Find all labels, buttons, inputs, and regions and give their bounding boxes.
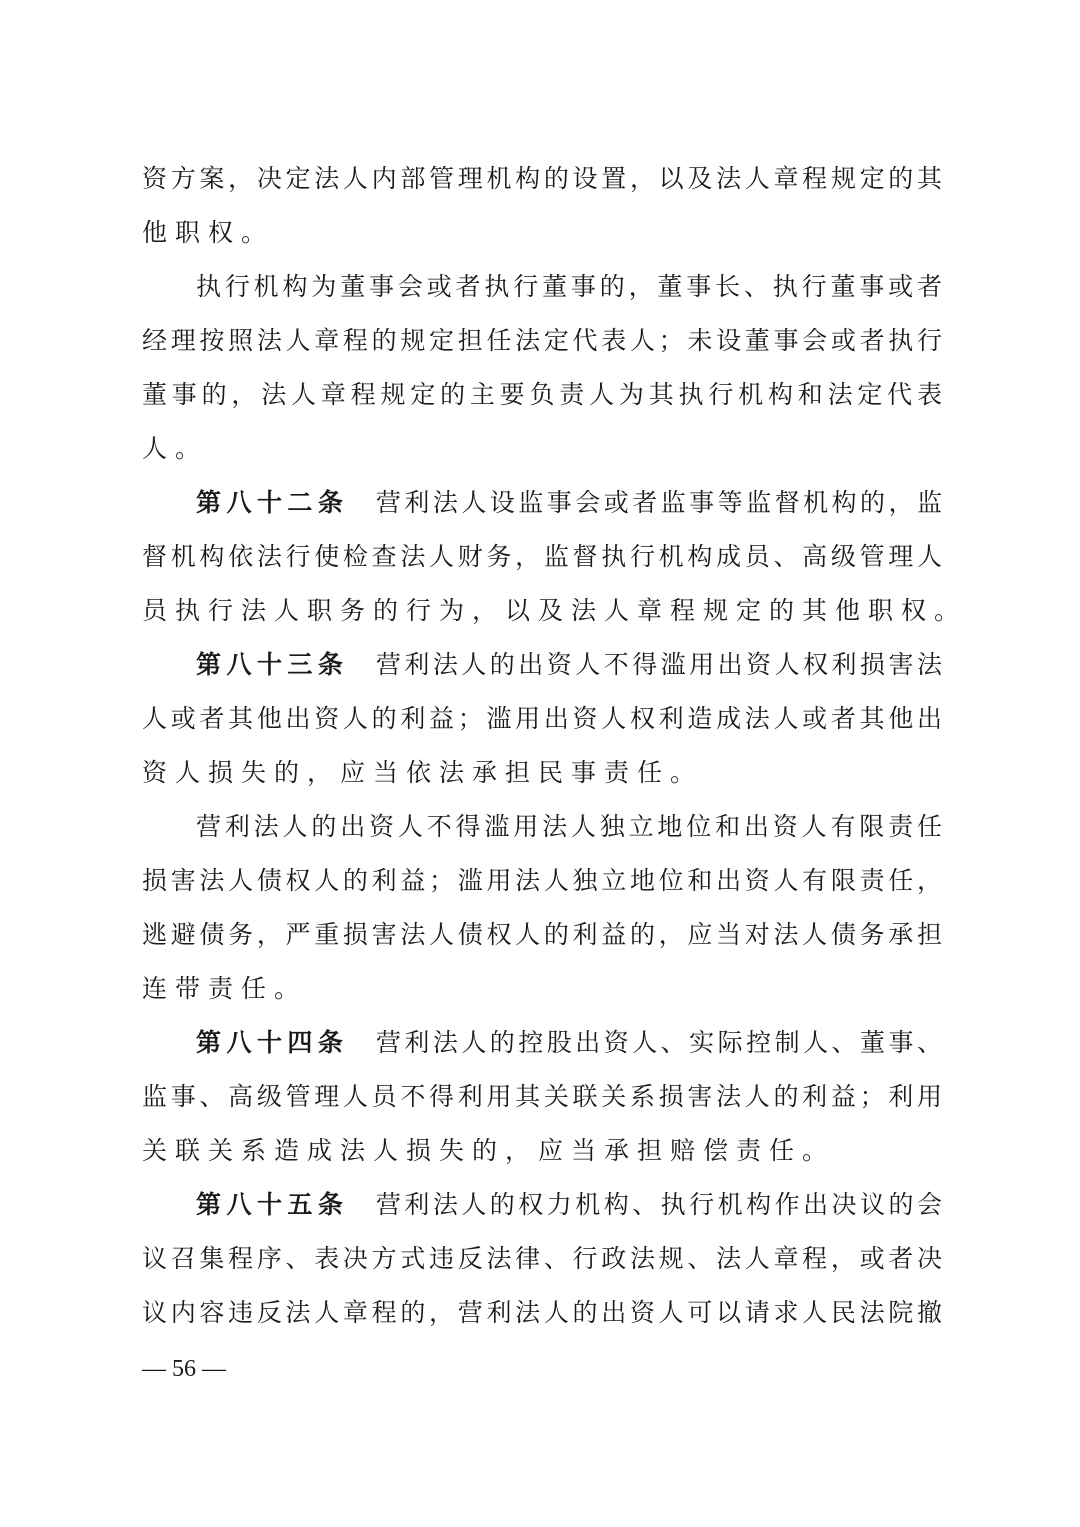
text-line: 资方案，决定法人内部管理机构的设置，以及法人章程规定的其 xyxy=(142,164,942,193)
article-text: 营利法人设监事会或者监事等监督机构的，监 xyxy=(372,488,942,517)
article-82-line xyxy=(142,476,942,530)
article-heading: 第八十二条 xyxy=(196,488,349,517)
text-line: 人。 xyxy=(142,434,209,463)
text-line: 议召集程序、表决方式违反法律、行政法规、法人章程，或者决 xyxy=(142,1244,942,1273)
article-text: 营利法人的控股出资人、实际控制人、董事、 xyxy=(372,1028,942,1057)
text-line: 监事、高级管理人员不得利用其关联关系损害法人的利益；利用 xyxy=(142,1082,942,1111)
text-line: 董事的，法人章程规定的主要负责人为其执行机构和法定代表 xyxy=(142,380,942,409)
text-line: 督机构依法行使检查法人财务，监督执行机构成员、高级管理人 xyxy=(142,542,942,571)
article-85-line xyxy=(142,1178,942,1232)
text-line: 逃避债务，严重损害法人债权人的利益的，应当对法人债务承担 xyxy=(142,920,942,949)
text-line: 资人损失的，应当依法承担民事责任。 xyxy=(142,758,704,787)
article-83-line xyxy=(142,638,942,692)
article-84-line xyxy=(142,1016,942,1070)
article-text: 营利法人的出资人不得滥用出资人权利损害法 xyxy=(372,650,942,679)
text-line: 员执行法人职务的行为，以及法人章程规定的其他职权。 xyxy=(142,596,968,625)
text-line: 议内容违反法人章程的，营利法人的出资人可以请求人民法院撤 xyxy=(142,1298,942,1327)
text-line: 人或者其他出资人的利益；滥用出资人权利造成法人或者其他出 xyxy=(142,704,942,733)
article-heading: 第八十三条 xyxy=(196,650,349,679)
text-line: 经理按照法人章程的规定担任法定代表人；未设董事会或者执行 xyxy=(142,326,942,355)
article-text: 营利法人的权力机构、执行机构作出决议的会 xyxy=(372,1190,942,1219)
text-line: 关联关系造成法人损失的，应当承担赔偿责任。 xyxy=(142,1136,836,1165)
text-line: 执行机构为董事会或者执行董事的，董事长、执行董事或者 xyxy=(196,272,942,301)
text-line: 损害法人债权人的利益；滥用法人独立地位和出资人有限责任， xyxy=(142,866,942,895)
text-line: 营利法人的出资人不得滥用法人独立地位和出资人有限责任 xyxy=(196,812,942,841)
text-line: 连带责任。 xyxy=(142,974,308,1003)
article-heading: 第八十四条 xyxy=(196,1028,349,1057)
article-heading: 第八十五条 xyxy=(196,1190,349,1219)
text-line: 他职权。 xyxy=(142,218,275,247)
document-body xyxy=(142,152,968,1340)
page-number: — 56 — xyxy=(142,1356,226,1382)
